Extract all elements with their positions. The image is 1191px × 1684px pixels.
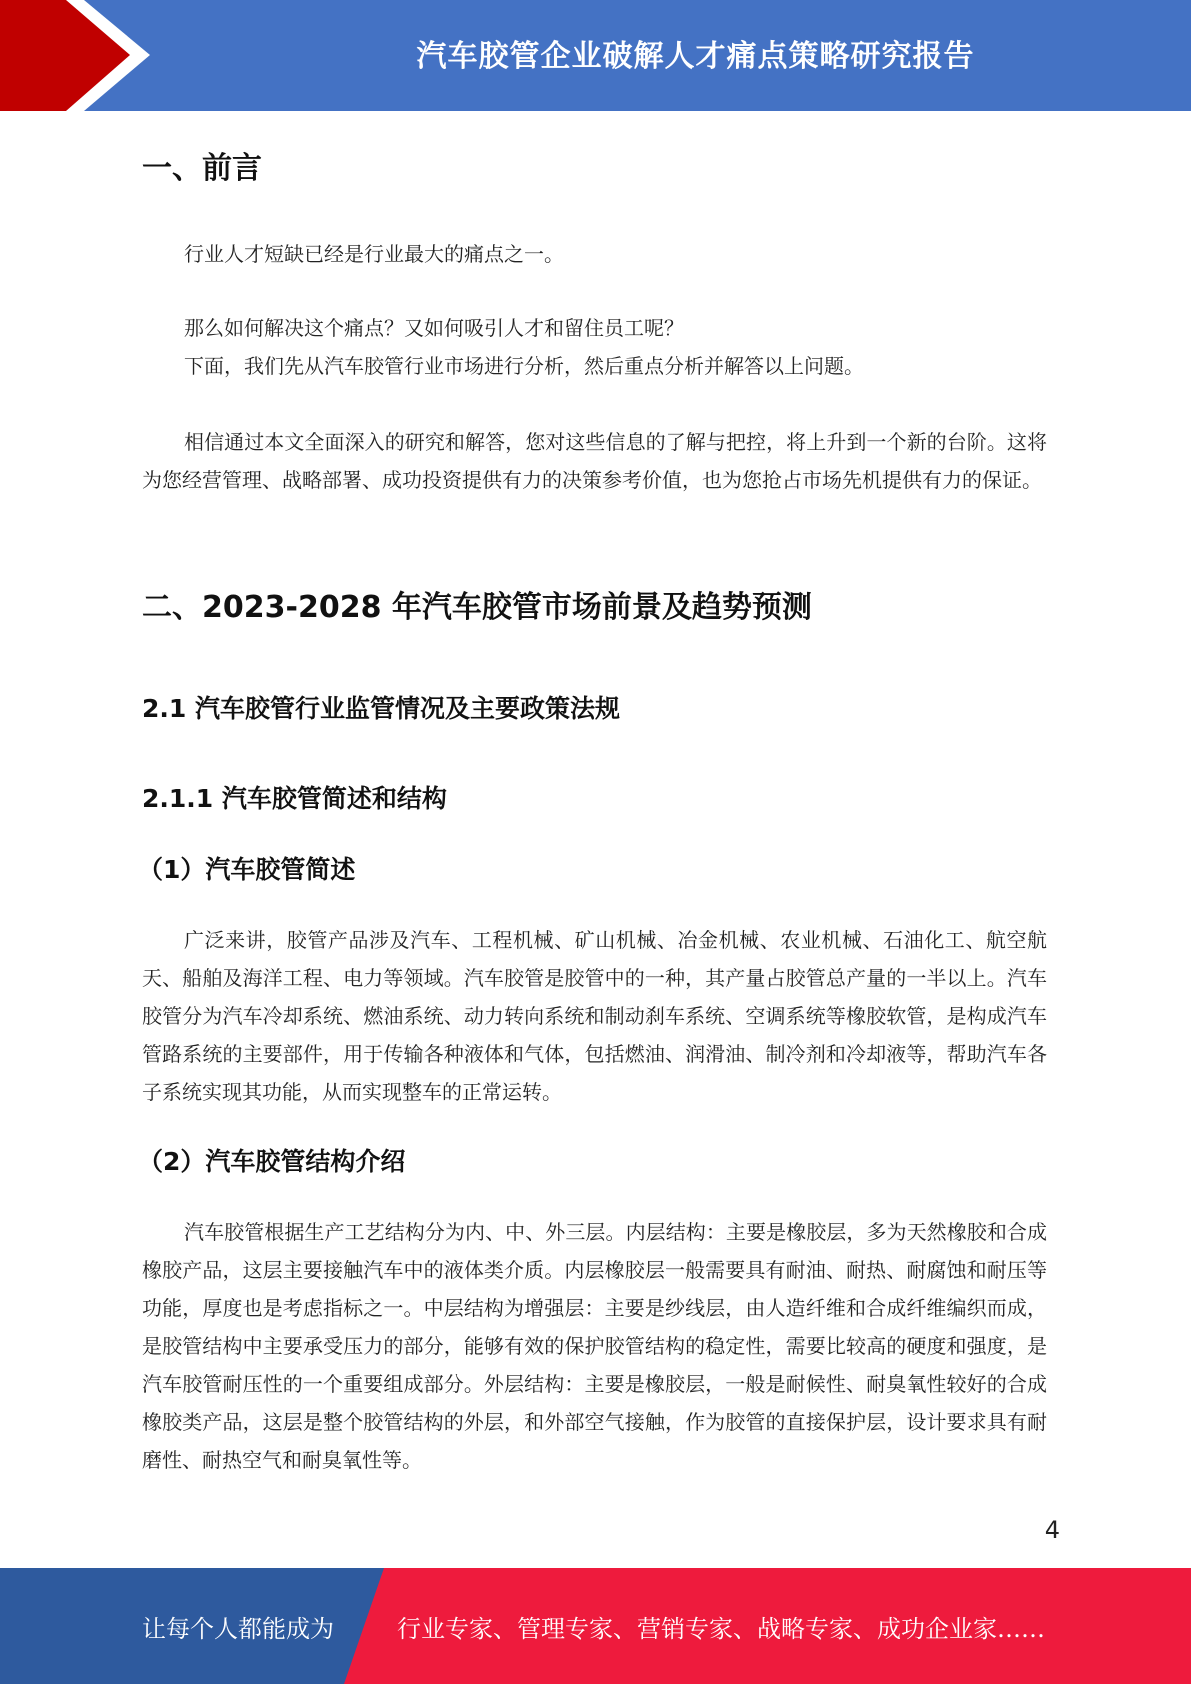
footer-slogan-left: 让每个人都能成为 [142, 1614, 334, 1643]
sub-heading-overview: （1）汽车胶管简述 [138, 855, 356, 884]
page-number: 4 [1044, 1516, 1060, 1544]
paragraph: 行业人才短缺已经是行业最大的痛点之一。 [184, 242, 564, 266]
subsection-heading: 2.1.1 汽车胶管简述和结构 [142, 784, 447, 813]
paragraph: 汽车胶管根据生产工艺结构分为内、中、外三层。内层结构：主要是橡胶层，多为天然橡胶和合成橡胶产品，这层主要接触汽车中的液体类介质。内层橡胶层一般需要具有耐油、耐热、耐腐蚀和耐压等功能，厚度也是考虑指标之一。中层结构为增强层：主要是纱线层，由人造纤维和合成纤维编织而成，是胶管结构中主要承受压力的部分，能够有效的保护胶管结构的稳定性，需要比较高的硬度和强度，是汽车胶管耐压性的一个重要组成部分。外层结构：主要是橡胶层，一般是耐候性、耐臭氧性较好的合成橡胶类产品，这层是整个胶管结构的外层，和外部空气接触，作为胶管的直接保护层，设计要求具有耐磨性、耐热空气和耐臭氧性等。 [142, 1220, 1047, 1472]
subsection-heading: 2.1 汽车胶管行业监管情况及主要政策法规 [142, 694, 620, 723]
footer-slogan-right: 行业专家、管理专家、营销专家、战略专家、成功企业家…… [397, 1614, 1045, 1643]
paragraph: 下面，我们先从汽车胶管行业市场进行分析，然后重点分析并解答以上问题。 [184, 354, 864, 378]
header-chevron-decoration [0, 0, 160, 111]
document-title: 汽车胶管企业破解人才痛点策略研究报告 [416, 38, 975, 74]
paragraph: 相信通过本文全面深入的研究和解答，您对这些信息的了解与把控，将上升到一个新的台阶。这将为您经营管理、战略部署、成功投资提供有力的决策参考价值，也为您抢占市场先机提供有力的保证。 [142, 430, 1047, 492]
page-header [0, 0, 1191, 111]
paragraph: 广泛来讲，胶管产品涉及汽车、工程机械、矿山机械、冶金机械、农业机械、石油化工、航空航天、船舶及海洋工程、电力等领域。汽车胶管是胶管中的一种，其产量占胶管总产量的一半以上。汽车胶管分为汽车冷却系统、燃油系统、动力转向系统和制动刹车系统、空调系统等橡胶软管，是构成汽车管路系统的主要部件，用于传输各种液体和气体，包括燃油、润滑油、制冷剂和冷却液等，帮助汽车各子系统实现其功能，从而实现整车的正常运转。 [142, 928, 1047, 1104]
page-footer [0, 1568, 1191, 1684]
paragraph: 那么如何解决这个痛点？又如何吸引人才和留住员工呢？ [184, 316, 684, 340]
sub-heading-structure: （2）汽车胶管结构介绍 [138, 1147, 406, 1176]
section-heading-preface: 一、前言 [142, 151, 262, 186]
section-heading-forecast: 二、2023-2028 年汽车胶管市场前景及趋势预测 [142, 590, 812, 625]
